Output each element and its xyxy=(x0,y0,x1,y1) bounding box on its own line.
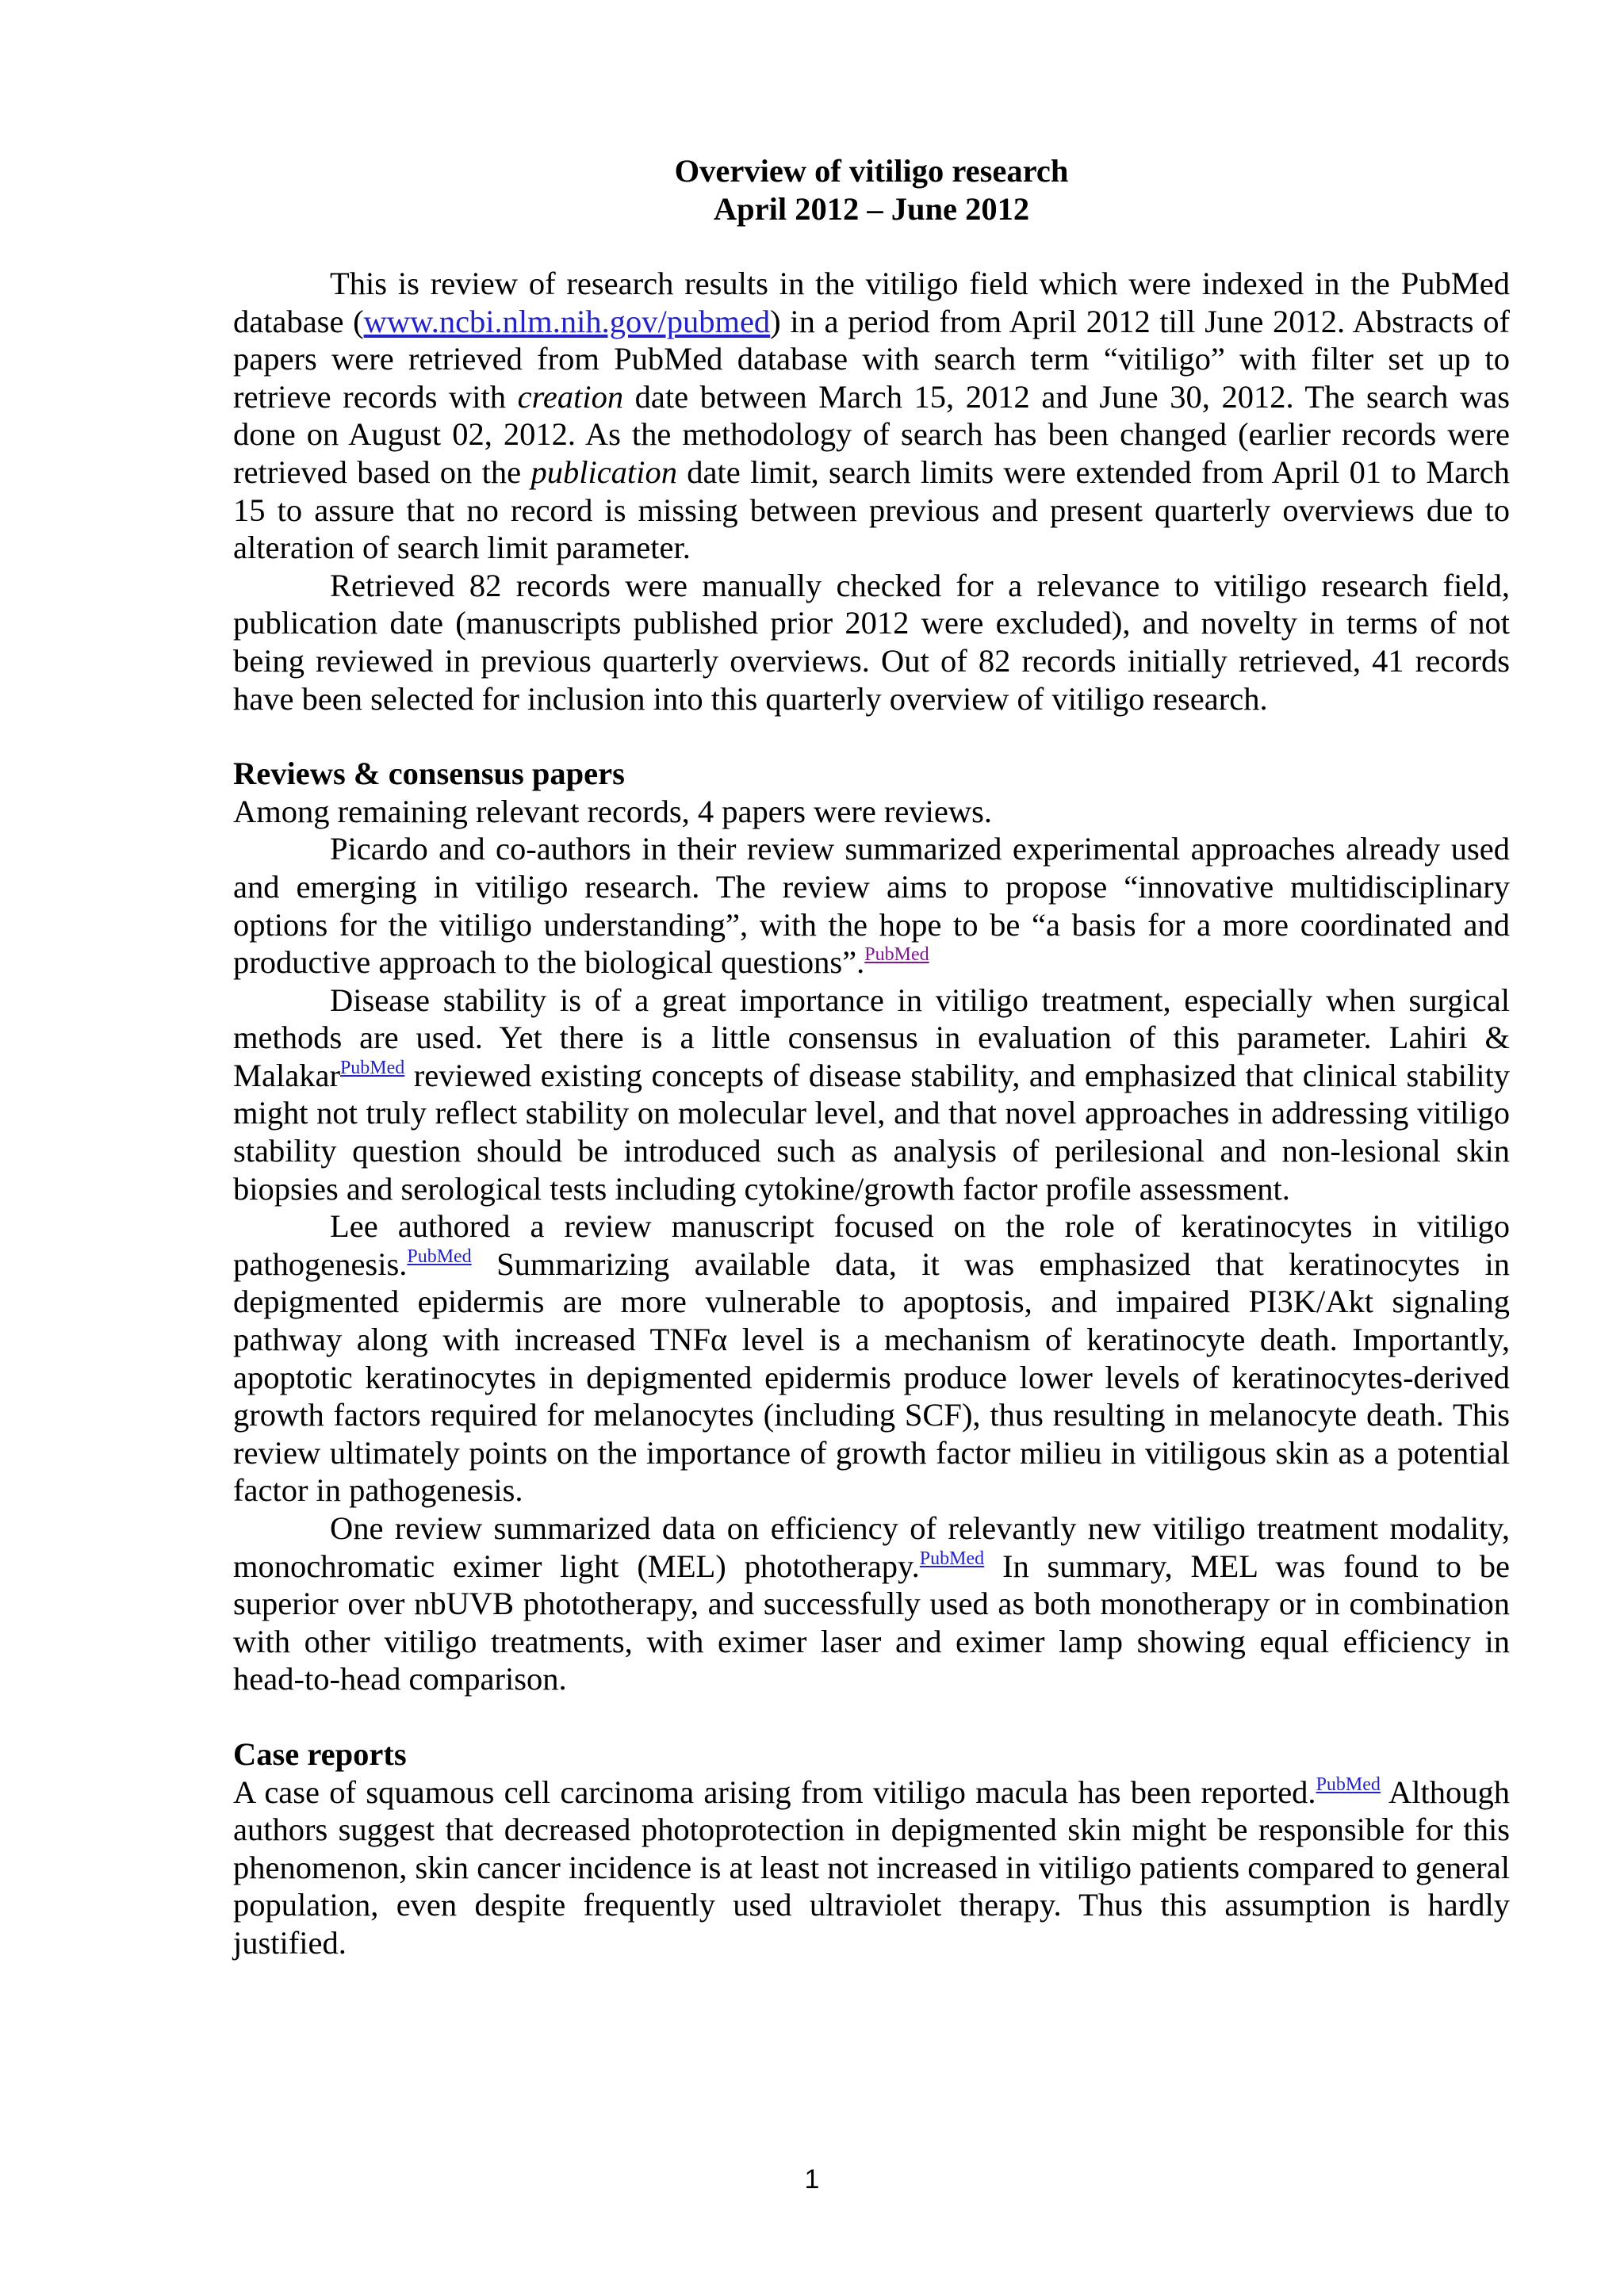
document-date-range: April 2012 – June 2012 xyxy=(713,191,1030,227)
intro-text-a: This is review of research results in the vitiligo field which were indexed in the PubMed database ( xyxy=(233,266,1510,339)
case-text-a: A case of squamous cell carcinoma arising from vitiligo macula has been reported. xyxy=(233,1774,1316,1810)
reviews-text-stability-a: Disease stability is of a great importance in vitiligo treatment, especially when surgical methods are used. Yet there is a little consensus in evaluation of this parameter. Lahiri & Malakar xyxy=(233,982,1510,1093)
case-text-b: Although authors suggest that decreased photoprotection in depigmented skin might be responsible for this phenomenon, skin cancer incidence is at least not increased in vitiligo patients compared to general population, even despite frequently used ultraviolet therapy. Thus this assumption is hardly justified. xyxy=(233,1774,1510,1961)
reviews-paragraph-mel xyxy=(233,1510,1510,1698)
reviews-text-stability-b: reviewed existing concepts of disease stability, and emphasized that clinical stability might not truly reflect stability on molecular level, and that novel approaches in addressing vitiligo stability question should be introduced such as analysis of perilesional and non-lesional skin biopsies and serological tests including cytokine/growth factor profile assessment. xyxy=(233,1057,1510,1207)
document-title: Overview of vitiligo research xyxy=(674,153,1069,189)
reviews-paragraph-keratinocytes xyxy=(233,1207,1510,1510)
pubmed-citation-link[interactable]: PubMed xyxy=(864,944,929,966)
reviews-text-keratinocytes-a: Lee authored a review manuscript focused on the role of keratinocytes in vitiligo pathogenesis. xyxy=(233,1208,1510,1282)
section-heading-reviews: Reviews & consensus papers xyxy=(233,756,625,792)
intro-paragraph-1 xyxy=(233,265,1510,567)
reviews-lead: Among remaining relevant records, 4 papers were reviews. xyxy=(233,793,993,829)
pubmed-url-link[interactable]: www.ncbi.nlm.nih.gov/pubmed xyxy=(363,303,771,339)
intro-text-c: date between March 15, 2012 and June 30, 2012. The search was done on August 02, 2012. As the methodology of search has been changed (earlier records were retrieved based on the xyxy=(233,378,1510,490)
intro-emphasis-creation: creation xyxy=(517,378,624,415)
reviews-text-mel-a: One review summarized data on efficiency of relevantly new vitiligo treatment modality, monochromatic eximer light (MEL) phototherapy. xyxy=(233,1510,1510,1584)
intro-emphasis-publication: publication xyxy=(530,453,677,490)
reviews-paragraph-picardo xyxy=(233,830,1510,981)
intro-text-d: date limit, search limits were extended from April 01 to March 15 to assure that no record is missing between previous and present quarterly overviews due to alteration of search limit parameter. xyxy=(233,453,1510,566)
page-number: 1 xyxy=(804,2164,820,2195)
document-body xyxy=(233,152,1510,1962)
pubmed-citation-link[interactable]: PubMed xyxy=(919,1548,985,1569)
reviews-text-picardo: Picardo and co-authors in their review summarized experimental approaches already used and emerging in vitiligo research. The review aims to propose “innovative multidisciplinary options for the vitiligo understanding”, with the hope to be “a basis for a more coordinated and productive approach to the biological questions”. xyxy=(233,831,1510,981)
case-reports-paragraph xyxy=(233,1774,1510,1962)
reviews-text-mel-b: In summary, MEL was found to be superior over nbUVB phototherapy, and successfully used as both monotherapy or in combination with other vitiligo treatments, with eximer laser and eximer lamp showing equal efficiency in head-to-head comparison. xyxy=(233,1548,1510,1697)
reviews-paragraph-stability xyxy=(233,982,1510,1208)
reviews-text-keratinocytes-b: Summarizing available data, it was emphasized that keratinocytes in depigmented epidermis are more vulnerable to apoptosis, and impaired PI3K/Akt signaling pathway along with increased TNFα level is a mechanism of keratinocyte death. Importantly, apoptotic keratinocytes in depigmented epidermis produce lower levels of keratinocytes-derived growth factors required for melanocytes (including SCF), thus resulting in melanocyte death. This review ultimately points on the importance of growth factor milieu in vitiligous skin as a potential factor in pathogenesis. xyxy=(233,1246,1510,1509)
intro-text-b: ) in a period from April 2012 till June 2012. Abstracts of papers were retrieved from PubMed database with search term “vitiligo” with filter set up to retrieve records with xyxy=(233,303,1510,415)
intro-paragraph-2: Retrieved 82 records were manually checked for a relevance to vitiligo research field, publication date (manuscripts published prior 2012 were excluded), and novelty in terms of not being reviewed in previous quarterly overviews. Out of 82 records initially retrieved, 41 records have been selected for inclusion into this quarterly overview of vitiligo research. xyxy=(233,567,1510,717)
section-heading-case-reports: Case reports xyxy=(233,1735,407,1772)
pubmed-citation-link[interactable]: PubMed xyxy=(1316,1774,1381,1795)
pubmed-citation-link[interactable]: PubMed xyxy=(407,1246,472,1267)
pubmed-citation-link[interactable]: PubMed xyxy=(339,1057,405,1078)
